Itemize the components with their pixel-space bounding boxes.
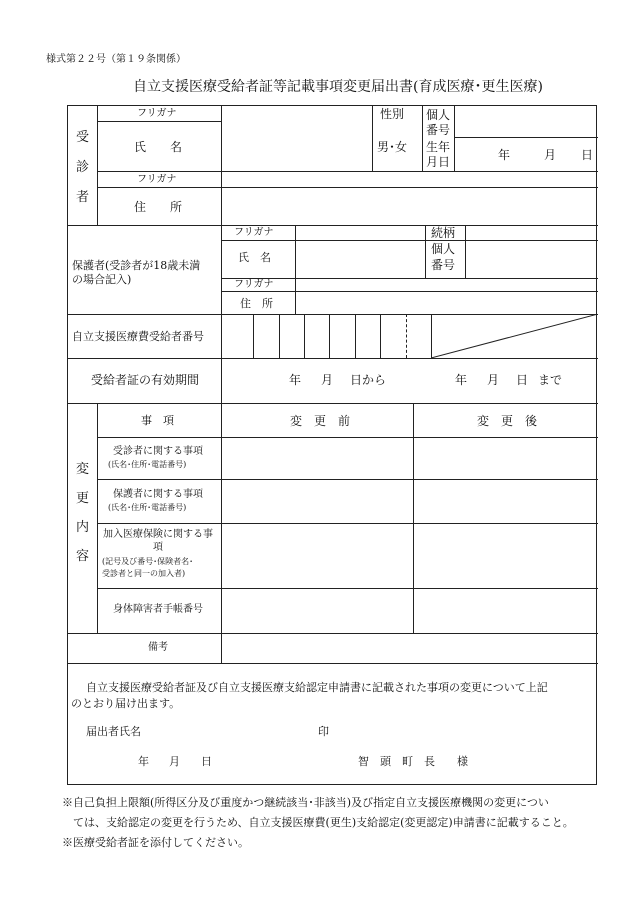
addressee: 智 頭 町 長 様 xyxy=(358,755,468,768)
validity-label: 受給者証の有効期間 xyxy=(91,373,200,387)
col-before-header: 変 更 前 xyxy=(290,414,351,428)
relationship-label: 続柄 xyxy=(431,226,456,240)
col-item-header: 事 項 xyxy=(141,414,174,427)
patient-furigana-label: フリガナ xyxy=(137,108,177,119)
remarks-label: 備考 xyxy=(148,642,168,653)
decl-day: 日 xyxy=(201,755,212,768)
declaration-line-2: のとおり届け出ます。 xyxy=(71,697,181,710)
form-number: 様式第２２号（第１９条関係） xyxy=(46,54,186,65)
seal-mark: 印 xyxy=(318,725,329,738)
patient-label-3: 者 xyxy=(76,190,90,205)
changes-label-4: 容 xyxy=(76,549,90,564)
guardian-personal-number-1: 個人 xyxy=(431,242,456,256)
row-patient-main: 受診者に関する事項 xyxy=(113,446,203,457)
row-disability-main: 身体障害者手帳番号 xyxy=(113,604,203,615)
application-form xyxy=(67,105,597,785)
patient-personal-number-2: 番号 xyxy=(426,123,451,137)
guardian-furigana-label: フリガナ xyxy=(234,227,274,238)
recipient-number-label: 自立支援医療費受給者番号 xyxy=(72,330,204,343)
row-patient-sub: (氏名･住所･電話番号) xyxy=(108,460,187,469)
birthdate-label-1: 生年 xyxy=(426,140,451,154)
declaration-line-1: 自立支援医療受給者証及び自立支援医療支給認定申請書に記載された事項の変更について上記 xyxy=(86,681,548,694)
changes-label-1: 変 xyxy=(76,462,90,477)
birthdate-label-2: 月日 xyxy=(426,155,451,169)
guardian-address-label: 住 所 xyxy=(240,297,273,310)
guardian-name-label: 氏 名 xyxy=(238,251,271,264)
changes-label-2: 更 xyxy=(76,491,90,506)
patient-address-label: 住 所 xyxy=(134,200,183,214)
changes-label-3: 内 xyxy=(76,520,90,535)
birthdate-day: 日 xyxy=(581,148,594,162)
patient-name-label: 氏 名 xyxy=(134,140,183,154)
validity-from-month: 月 xyxy=(321,373,334,387)
row-guardian-sub: (氏名･住所･電話番号) xyxy=(108,503,187,512)
sex-label: 性別 xyxy=(380,107,405,121)
validity-to-year: 年 xyxy=(455,373,468,387)
note-2: ては、支給認定の変更を行うため、自立支援医療費(更生)支給認定(変更認定)申請書に記載すること。 xyxy=(73,816,574,829)
patient-personal-number-1: 個人 xyxy=(426,108,451,122)
decl-year: 年 xyxy=(138,755,149,768)
validity-to-month: 月 xyxy=(487,373,500,387)
guardian-furigana2-label: フリガナ xyxy=(234,279,274,290)
note-1: ※自己負担上限額(所得区分及び重度かつ継続該当･非該当)及び指定自立支援医療機関の変更につい xyxy=(62,796,549,809)
validity-to-suffix: まで xyxy=(538,373,563,387)
patient-furigana2-label: フリガナ xyxy=(137,174,177,185)
birthdate-year: 年 xyxy=(498,148,511,162)
applicant-label: 届出者氏名 xyxy=(86,725,141,738)
sex-value: 男･女 xyxy=(377,140,408,154)
col-after-header: 変 更 後 xyxy=(477,414,538,428)
guardian-label-2: の場合記入) xyxy=(72,273,132,286)
decl-month: 月 xyxy=(169,755,180,768)
patient-label-2: 診 xyxy=(76,160,90,175)
row-guardian-main: 保護者に関する事項 xyxy=(113,489,203,500)
row-insurance-main-1: 加入医療保険に関する事 xyxy=(103,529,213,540)
guardian-label-1: 保護者(受診者が18歳未満 xyxy=(72,259,201,272)
row-insurance-main-2: 項 xyxy=(153,542,163,553)
note-3: ※医療受給者証を添付してください。 xyxy=(62,836,249,849)
validity-to-day: 日 xyxy=(516,373,529,387)
validity-from-year: 年 xyxy=(289,373,302,387)
patient-label-1: 受 xyxy=(76,130,90,145)
guardian-personal-number-2: 番号 xyxy=(431,258,456,272)
diagonal-line xyxy=(431,314,598,358)
row-insurance-sub-1: (記号及び番号･保険者名･ xyxy=(102,557,194,566)
page-title: 自立支援医療受給者証等記載事項変更届出書(育成医療･更生医療) xyxy=(133,79,543,95)
row-insurance-sub-2: 受診者と同一の加入者) xyxy=(102,569,186,578)
validity-from-day: 日から xyxy=(350,373,387,387)
birthdate-month: 月 xyxy=(544,148,557,162)
